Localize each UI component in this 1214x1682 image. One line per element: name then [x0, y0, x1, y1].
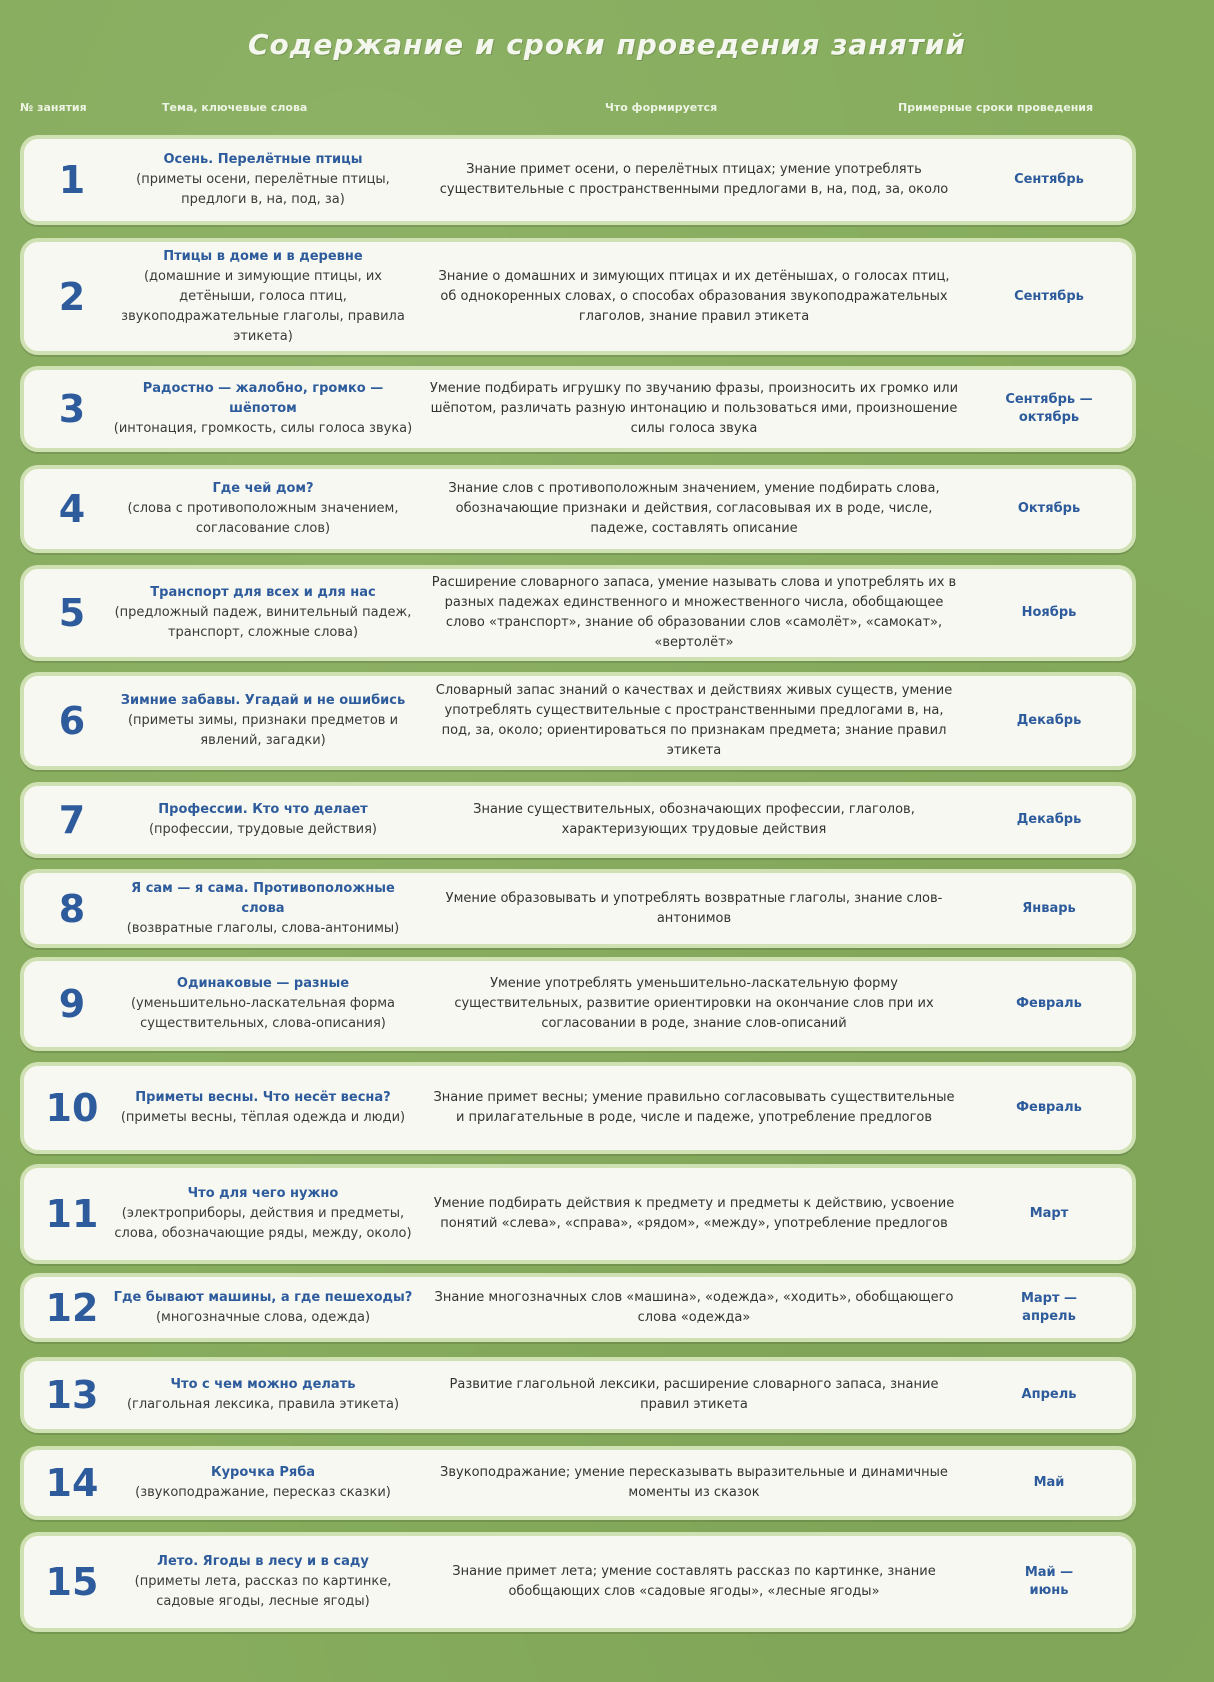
- lesson-number: 10: [45, 1086, 99, 1130]
- lesson-goal: Умение подбирать действия к предмету и предметы к действию, усвоение понятий «слева», «справа», «рядом», «между», употребление предлогов: [433, 1196, 955, 1231]
- lesson-number: 13: [45, 1373, 99, 1417]
- lesson-number: 8: [58, 886, 86, 931]
- topic-title: Где чей дом?: [212, 481, 314, 496]
- topic-title: Лето. Ягоды в лесу и в саду: [157, 1554, 369, 1569]
- lesson-number: 6: [58, 699, 86, 743]
- table-row: [20, 366, 1136, 452]
- lesson-goal: Знание существительных, обозначающих профессии, глаголов, характеризующих трудовые действия: [473, 802, 915, 837]
- lesson-term: Март — апрель: [1020, 1290, 1078, 1324]
- topic-keywords: (электроприборы, действия и предметы, слова, обозначающие ряды, между, около): [114, 1206, 412, 1241]
- table-row: [20, 869, 1136, 948]
- lesson-topic: [108, 242, 418, 351]
- lesson-topic: [108, 1361, 418, 1429]
- lesson-goal: Знание о домашних и зимующих птицах и их детёнышах, о голосах птиц, об однокоренных словах, о способах образования звукоподражательных глаголов, знание правил этикета: [438, 268, 950, 324]
- lesson-goal: Словарный запас знаний о качествах и действиях живых существ, умение употреблять существительные с пространственными предлогами в, на, под, за, около; ориентироваться по признакам предмета; знание правил этикета: [435, 683, 953, 758]
- lesson-goal: Знание примет лета; умение составлять рассказ по картинке, знание обобщающих слов «садовые ягоды», «лесные ягоды»: [452, 1564, 936, 1599]
- table-row: [20, 1062, 1136, 1154]
- topic-keywords: (глагольная лексика, правила этикета): [126, 1397, 400, 1412]
- topic-keywords: (уменьшительно-ласкательная форма существительных, слова-описания): [130, 996, 396, 1031]
- table-row: [20, 565, 1136, 661]
- topic-title: Где бывают машины, а где пешеходы?: [113, 1289, 413, 1305]
- topic-title: Приметы весны. Что несёт весна?: [135, 1090, 391, 1105]
- lesson-term: Февраль: [1016, 996, 1082, 1011]
- topic-keywords: (предложный падеж, винительный падеж, транспорт, сложные слова): [114, 605, 412, 640]
- lesson-topic: [108, 786, 418, 854]
- lesson-topic: [108, 569, 418, 657]
- lesson-number: 15: [45, 1560, 99, 1604]
- table-row: [20, 465, 1136, 553]
- table-row: [20, 1446, 1136, 1520]
- lesson-number: 7: [58, 798, 86, 842]
- topic-keywords: (профессии, трудовые действия): [148, 822, 378, 837]
- lesson-term: Май: [1033, 1475, 1065, 1490]
- topic-title: Радостно — жалобно, громко — шёпотом: [142, 381, 384, 416]
- lesson-topic: [108, 676, 418, 766]
- topic-title: Птицы в доме и в деревне: [163, 248, 363, 264]
- lesson-goal: Умение подбирать игрушку по звучанию фразы, произносить их громко или шёпотом, различать разную интонацию и пользоваться ими, произношение силы голоса звука: [429, 381, 959, 436]
- lesson-number: 12: [45, 1285, 99, 1330]
- lesson-goal: Звукоподражание; умение пересказывать выразительные и динамичные моменты из сказок: [440, 1465, 948, 1500]
- table-row: [20, 957, 1136, 1051]
- header-goal: Что формируется: [605, 101, 718, 114]
- lesson-number: 4: [58, 487, 86, 531]
- lesson-goal: Умение образовывать и употреблять возвратные глаголы, знание слов-антонимов: [445, 890, 943, 926]
- header-topic: Тема, ключевые слова: [162, 101, 308, 114]
- lesson-term: Декабрь: [1016, 812, 1082, 827]
- lesson-term: Декабрь: [1016, 713, 1082, 728]
- table-row: [20, 135, 1136, 225]
- topic-keywords: (многозначные слова, одежда): [155, 1309, 371, 1325]
- lesson-term: Октябрь: [1017, 501, 1081, 516]
- header-number: № занятия: [20, 101, 87, 114]
- lesson-topic: [108, 961, 418, 1047]
- table-row: [20, 1273, 1136, 1342]
- lesson-number: 1: [58, 158, 86, 202]
- lesson-topic: [108, 1168, 418, 1260]
- lesson-goal: Развитие глагольной лексики, расширение словарного запаса, знание правил этикета: [449, 1377, 939, 1412]
- lesson-term: Март: [1029, 1206, 1069, 1221]
- lesson-goal: Знание примет осени, о перелётных птицах; умение употреблять существительные с пространственными предлогами в, на, под, за, около: [439, 162, 949, 197]
- topic-title: Профессии. Кто что делает: [158, 802, 368, 817]
- lesson-goal: Знание примет весны; умение правильно согласовывать существительные и прилагательные в роде, числе и падеже, употребление предлогов: [433, 1090, 955, 1125]
- lesson-topic: [108, 873, 418, 944]
- topic-title: Одинаковые — разные: [176, 976, 350, 991]
- lesson-goal: Знание слов с противоположным значением, умение подбирать слова, обозначающие признаки и действия, согласовывая их в роде, числе, падеже, составлять описание: [448, 481, 940, 536]
- topic-keywords: (приметы зимы, признаки предметов и явлений, загадки): [127, 713, 399, 748]
- lesson-term: Сентябрь: [1014, 288, 1084, 304]
- table-row: [20, 1164, 1136, 1264]
- topic-title: Курочка Ряба: [210, 1465, 316, 1480]
- topic-keywords: (приметы весны, тёплая одежда и люди): [120, 1110, 406, 1125]
- topic-keywords: (домашние и зимующие птицы, их детёныши, голоса птиц, звукоподражательные глаголы, правила этикета): [121, 268, 405, 344]
- topic-keywords: (приметы осени, перелётные птицы, предлоги в, на, под, за): [136, 172, 390, 207]
- table-row: [20, 1357, 1136, 1433]
- lesson-number: 3: [58, 387, 86, 431]
- lesson-number: 2: [58, 274, 86, 319]
- table-row: [20, 782, 1136, 858]
- lesson-topic: [108, 139, 418, 221]
- page-title: Содержание и сроки проведения занятий: [247, 28, 967, 61]
- lesson-number: 5: [58, 591, 86, 635]
- topic-keywords: (приметы лета, рассказ по картинке, садовые ягоды, лесные ягоды): [134, 1574, 392, 1609]
- topic-title: Зимние забавы. Угадай и не ошибись: [120, 693, 406, 708]
- topic-keywords: (слова с противоположным значением, согласование слов): [127, 501, 399, 536]
- topic-keywords: (интонация, громкость, силы голоса звука): [113, 421, 413, 436]
- table-row: [20, 1532, 1136, 1632]
- lesson-topic: [108, 370, 418, 448]
- lesson-term: Май — июнь: [1024, 1565, 1074, 1598]
- table-row: [20, 238, 1136, 355]
- header-term: Примерные сроки проведения: [898, 101, 1094, 114]
- lesson-topic: [108, 469, 418, 549]
- lesson-number: 14: [45, 1461, 99, 1505]
- lesson-topic: [108, 1066, 418, 1150]
- lesson-term: Январь: [1022, 900, 1076, 916]
- topic-title: Что с чем можно делать: [170, 1377, 356, 1392]
- topic-title: Я сам — я сама. Противоположные слова: [131, 880, 395, 916]
- lesson-number: 9: [58, 982, 86, 1026]
- lesson-term: Ноябрь: [1021, 605, 1077, 620]
- lesson-topic: [108, 1536, 418, 1628]
- lesson-goal: Знание многозначных слов «машина», «одежда», «ходить», обобщающего слова «одежда»: [434, 1289, 954, 1325]
- lesson-term: Февраль: [1016, 1100, 1082, 1115]
- topic-keywords: (возвратные глаголы, слова-антонимы): [126, 920, 400, 936]
- topic-title: Осень. Перелётные птицы: [163, 152, 363, 167]
- lesson-goal: Умение употреблять уменьшительно-ласкательную форму существительных, развитие ориентировки на окончание слов при их согласовании в роде, знание слов-описаний: [454, 976, 934, 1031]
- lesson-topic: [108, 1277, 418, 1338]
- lesson-number: 11: [45, 1192, 99, 1236]
- lesson-goal: Расширение словарного запаса, умение называть слова и употреблять их в разных падежах единственного и множественного числа, обобщающее слово «транспорт», знание об образовании слов «самолёт», «самокат», «вертолёт»: [431, 575, 957, 650]
- topic-title: Транспорт для всех и для нас: [150, 585, 376, 600]
- lesson-term: Сентябрь: [1014, 172, 1084, 187]
- table-row: [20, 672, 1136, 770]
- topic-title: Что для чего нужно: [187, 1186, 339, 1201]
- topic-keywords: (звукоподражание, пересказ сказки): [135, 1485, 391, 1500]
- lesson-topic: [108, 1450, 418, 1516]
- lesson-term: Сентябрь — октябрь: [1005, 392, 1093, 425]
- lesson-term: Апрель: [1021, 1387, 1077, 1402]
